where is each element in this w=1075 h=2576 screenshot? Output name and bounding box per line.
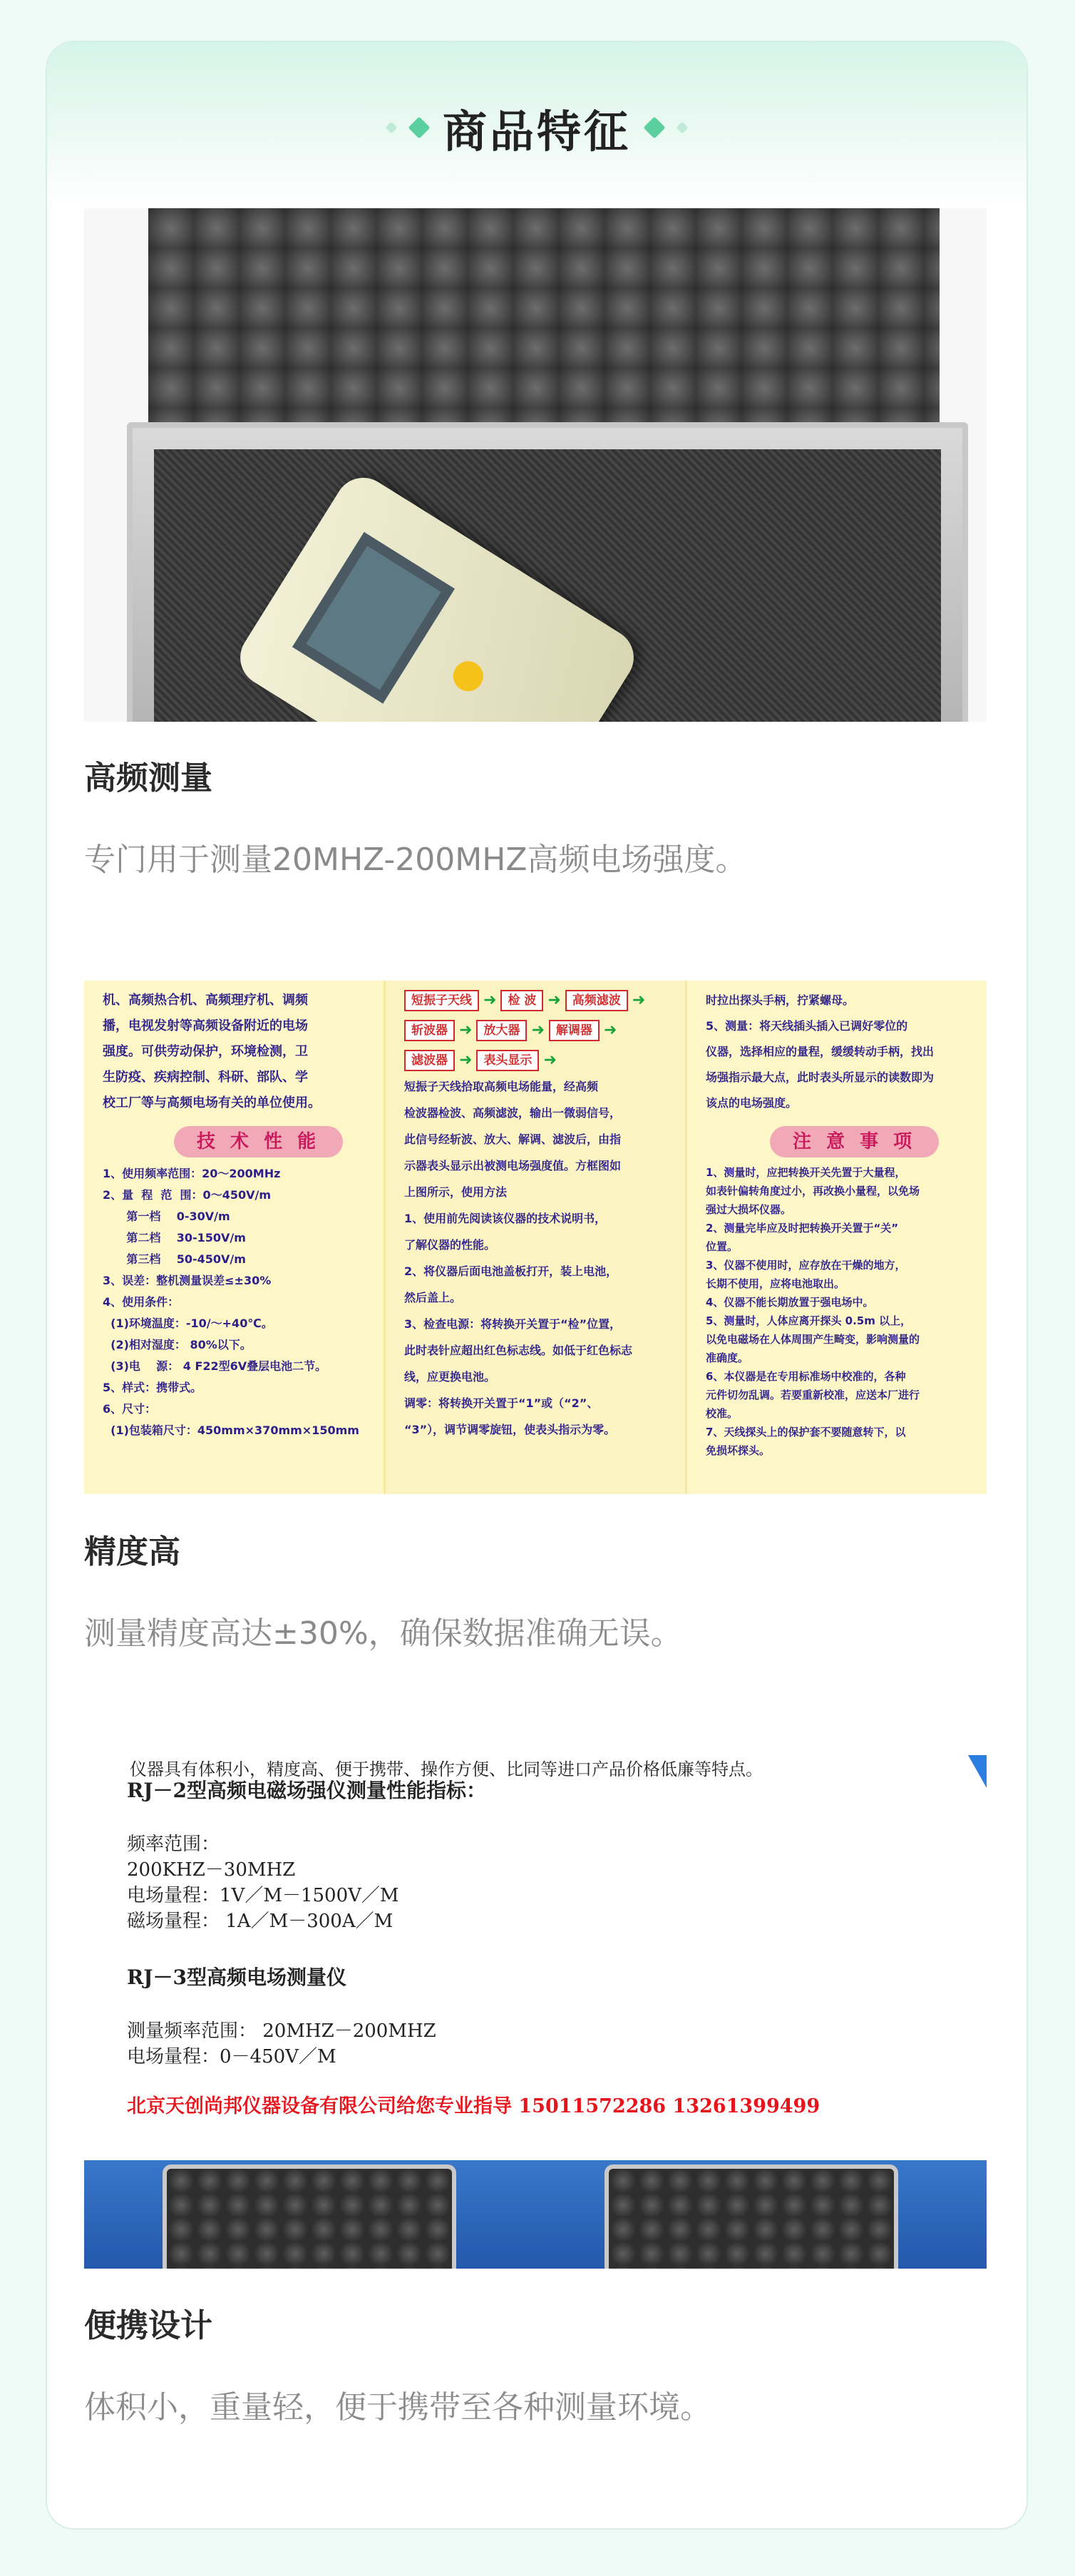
text-line: 200KHZ－30MHZ xyxy=(127,1859,296,1881)
foam-lid xyxy=(148,208,940,436)
text-line: (2)相对湿度： 80%以下。 xyxy=(103,1338,252,1351)
text-line: 上图所示，使用方法 xyxy=(404,1185,508,1199)
text-line: 了解仪器的性能。 xyxy=(404,1238,496,1252)
meter-button xyxy=(448,655,489,697)
arrow-icon: ➜ xyxy=(459,1021,473,1039)
text-line: 磁场量程： 1A／M－300A／M xyxy=(127,1911,394,1932)
text-line: (1)环境温度：-10/～+40℃。 xyxy=(103,1317,273,1330)
text-line: 生防疫、疾病控制、科研、部队、学 xyxy=(103,1070,308,1085)
text-line: 强度。可供劳动保护，环境检测，卫 xyxy=(103,1044,308,1059)
text-line: 机、高频热合机、高频理疗机、调频 xyxy=(103,993,308,1008)
text-line: 7、天线探头上的保护套不要随意转下，以 xyxy=(706,1426,906,1438)
text-line: 频率范围： xyxy=(127,1834,220,1855)
text-line: 第二档 30-150V/m xyxy=(103,1231,246,1244)
diagram-box: 滤波器 xyxy=(404,1050,455,1071)
case-photo xyxy=(163,2164,456,2269)
text-line: 第一档 0-30V/m xyxy=(103,1210,230,1223)
title-row xyxy=(47,92,1027,163)
text-line: 2、测量完毕应及时把转换开关置于“关” xyxy=(706,1222,899,1235)
arrow-icon: ➜ xyxy=(547,991,561,1009)
text-line: 5、测量：将天线插头插入已调好零位的 xyxy=(706,1019,908,1033)
text-line: 如表针偏转角度过小，再改换小量程，以免场 xyxy=(706,1185,920,1197)
section-title: 精度高 xyxy=(84,1533,181,1570)
text-line: 场强指示最大点，此时表头所显示的读数即为 xyxy=(706,1070,935,1084)
text-line: 位置。 xyxy=(706,1240,739,1253)
section-desc: 体积小，重量轻，便于携带至各种测量环境。 xyxy=(84,2389,711,2426)
text-line: 线，应更换电池。 xyxy=(404,1370,496,1384)
text-line: 长期不使用，应将电池取出。 xyxy=(706,1277,845,1290)
text-line: RJ－3型高频电场测量仪 xyxy=(127,1966,347,1989)
arrow-icon: ➜ xyxy=(531,1021,545,1039)
arrow-icon: ➜ xyxy=(459,1051,473,1069)
text-line: 播，电视发射等高频设备附近的电场 xyxy=(103,1018,308,1033)
text-line: 该点的电场强度。 xyxy=(706,1096,798,1110)
text-line: 3、仪器不使用时，应存放在干燥的地方， xyxy=(706,1259,906,1272)
text-line: 校准。 xyxy=(706,1407,739,1420)
text-line: 仪器，选择相应的量程，缓缓转动手柄，找出 xyxy=(706,1045,935,1058)
text-spec-image xyxy=(84,1755,987,2269)
text-line: 2、量 程 范 围：0～450V/m xyxy=(103,1188,271,1202)
spec-col-right xyxy=(687,981,987,1494)
section-title: 便携设计 xyxy=(84,2306,213,2344)
contact-line: 北京天创尚邦仪器设备有限公司给您专业指导 15011572286 13261399499 xyxy=(127,2095,821,2117)
text-line: “3”），调节调零旋钮，使表头指示为零。 xyxy=(404,1423,616,1436)
text-line: 短振子天线拾取高频电场能量，经高频 xyxy=(404,1080,599,1093)
text-line: 免损坏探头。 xyxy=(706,1444,771,1457)
block-diagram xyxy=(404,988,667,1073)
text-line: 调零：将转换开关置于“1”或（“2”、 xyxy=(404,1396,599,1410)
diagram-box: 短振子天线 xyxy=(404,990,479,1011)
text-line: 2、将仪器后面电池盖板打开，装上电池， xyxy=(404,1264,618,1278)
text-line: 1、使用频率范围：20～200MHz xyxy=(103,1167,281,1180)
text-line: 3、检查电源：将转换开关置于“检”位置， xyxy=(404,1317,622,1331)
text-line: 6、本仪器是在专用标准场中校准的，各种 xyxy=(706,1370,906,1383)
text-line: 然后盖上。 xyxy=(404,1291,462,1304)
page-title: 商品特征 xyxy=(442,105,631,158)
meter-case-photo xyxy=(84,208,987,722)
text-line: 1、使用前先阅读该仪器的技术说明书， xyxy=(404,1212,607,1225)
arrow-icon: ➜ xyxy=(603,1021,617,1039)
text-line: 3、误差：整机测量误差≤±30% xyxy=(103,1274,272,1287)
diagram-box: 高频滤波 xyxy=(565,990,628,1011)
blue-photo-strip xyxy=(84,2160,987,2269)
diamond-icon xyxy=(643,116,665,138)
text-line: 6、尺寸： xyxy=(103,1402,157,1416)
text-line: 校工厂等与高频电场有关的单位使用。 xyxy=(103,1095,321,1110)
text-line: 测量频率范围： 20MHZ－200MHZ xyxy=(127,2020,436,2042)
text-line: 仪器具有体积小，精度高、便于携带、操作方便、比同等进口产品价格低廉等特点。 xyxy=(130,1759,763,1779)
text-line: 1、测量时，应把转换开关先置于大量程， xyxy=(706,1166,906,1179)
text-line: 4、仪器不能长期放置于强电场中。 xyxy=(706,1296,874,1309)
arrow-icon: ➜ xyxy=(632,991,646,1009)
text-line: 元件切勿乱调。若要重新校准，应送本厂进行 xyxy=(706,1389,920,1401)
corner-mark xyxy=(968,1755,987,1788)
text-line: 5、测量时，人体应离开探头 0.5m 以上， xyxy=(706,1314,912,1327)
diagram-box: 解调器 xyxy=(549,1020,600,1041)
spec-col-left xyxy=(84,981,384,1494)
text-line: 此时表针应超出红色标志线。如低于红色标志 xyxy=(404,1344,633,1357)
section-desc: 专门用于测量20MHZ-200MHZ高频电场强度。 xyxy=(84,842,747,878)
text-line: (1)包装箱尺寸：450mm×370mm×150mm xyxy=(103,1424,359,1437)
diamond-icon xyxy=(677,122,689,134)
arrow-icon: ➜ xyxy=(543,1051,557,1069)
diagram-box: 放大器 xyxy=(476,1020,527,1041)
text-line: 检波器检波、高频滤波，输出一微弱信号， xyxy=(404,1106,622,1120)
spec-sheet-image xyxy=(84,981,987,1494)
text-line: 以免电磁场在人体周围产生畸变，影响测量的 xyxy=(706,1333,920,1346)
text-line: 时拉出探头手柄，拧紧螺母。 xyxy=(706,993,855,1007)
diagram-box: 检 波 xyxy=(500,990,543,1011)
text-line: 示器表头显示出被测电场强度值。方框图如 xyxy=(404,1159,622,1172)
section-desc: 测量精度高达±30%，确保数据准确无误。 xyxy=(84,1615,682,1652)
text-line: RJ－2型高频电磁场强仪测量性能指标： xyxy=(127,1779,487,1802)
text-line: 第三档 50-450V/m xyxy=(103,1252,246,1266)
product-features-card xyxy=(46,41,1028,2530)
diagram-box: 表头显示 xyxy=(476,1050,539,1071)
text-line: 电场量程：0－450V／M xyxy=(127,2046,336,2068)
diamond-icon xyxy=(385,122,397,134)
diamond-icon xyxy=(408,116,430,138)
notice-title-badge: 注 意 事 项 xyxy=(770,1126,939,1157)
text-line: 4、使用条件： xyxy=(103,1295,180,1309)
text-line: (3)电 源： 4 F22型6V叠层电池二节。 xyxy=(103,1359,327,1373)
text-line: 5、样式：携带式。 xyxy=(103,1381,202,1394)
text-line: 电场量程：1V／M－1500V／M xyxy=(127,1885,399,1906)
card-header xyxy=(47,42,1027,206)
text-line: 准确度。 xyxy=(706,1351,749,1364)
meter-screen xyxy=(292,532,455,704)
spec-col-mid xyxy=(384,981,687,1494)
case-photo xyxy=(605,2164,898,2269)
text-line: 此信号经斩波、放大、解调、滤波后，由指 xyxy=(404,1133,622,1146)
text-line: 强过大损坏仪器。 xyxy=(706,1203,792,1216)
arrow-icon: ➜ xyxy=(483,991,497,1009)
tech-title-badge: 技 术 性 能 xyxy=(174,1126,343,1157)
section-title: 高频测量 xyxy=(84,759,213,797)
diagram-box: 斩波器 xyxy=(404,1020,455,1041)
